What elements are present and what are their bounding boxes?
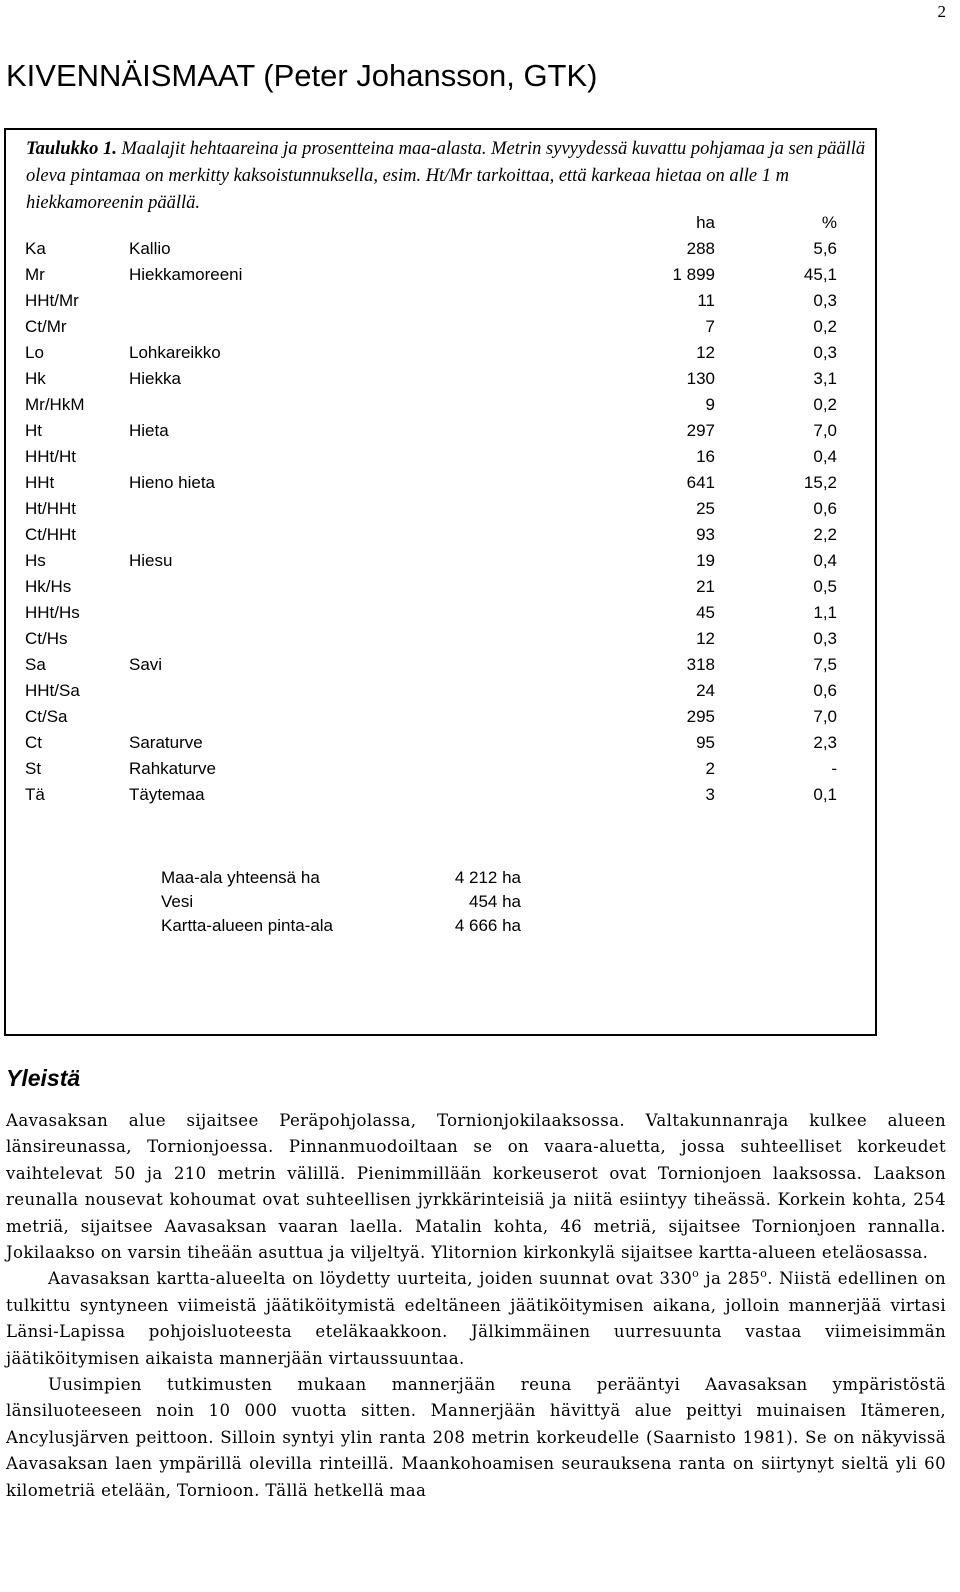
soil-code: Ct/Mr xyxy=(25,317,67,336)
header-percent: % xyxy=(821,213,837,232)
table-row xyxy=(25,236,837,262)
area-ha: 45 xyxy=(696,603,715,622)
total-label: Maa-ala yhteensä ha xyxy=(161,868,320,887)
paragraph-text: ja 285 xyxy=(699,1269,761,1289)
soil-name: Hiekkamoreeni xyxy=(129,265,243,284)
total-value: 4 666 ha xyxy=(454,916,521,935)
total-row xyxy=(161,890,521,914)
soil-name: Lohkareikko xyxy=(129,343,221,362)
area-ha: 297 xyxy=(686,421,715,440)
area-percent: 1,1 xyxy=(813,603,837,622)
paragraph xyxy=(6,1372,946,1504)
page-heading: KIVENNÄISMAAT (Peter Johansson, GTK) xyxy=(6,58,598,93)
area-ha: 288 xyxy=(686,239,715,258)
area-totals xyxy=(161,866,521,938)
area-ha: 9 xyxy=(705,395,715,414)
soil-code: Mr xyxy=(25,265,45,284)
area-percent: 0,3 xyxy=(813,291,837,310)
area-percent: 0,2 xyxy=(813,317,837,336)
area-ha: 93 xyxy=(696,525,715,544)
soil-code: Ht/HHt xyxy=(25,499,76,518)
soil-code: HHt/Sa xyxy=(25,681,80,700)
area-percent: 0,2 xyxy=(813,395,837,414)
area-percent: - xyxy=(831,759,837,778)
total-row xyxy=(161,866,521,890)
area-ha: 2 xyxy=(705,759,715,778)
page-number: 2 xyxy=(937,2,946,21)
area-ha: 21 xyxy=(696,577,715,596)
table-row xyxy=(25,652,837,678)
soil-name: Hieno hieta xyxy=(129,473,216,492)
soil-name: Savi xyxy=(129,655,163,674)
header-ha: ha xyxy=(696,213,715,232)
area-ha: 295 xyxy=(686,707,715,726)
soil-name: Rahkaturve xyxy=(129,759,216,778)
soil-code: Tä xyxy=(25,785,45,804)
area-ha: 318 xyxy=(686,655,715,674)
table-row xyxy=(25,496,837,522)
area-percent: 0,1 xyxy=(813,785,837,804)
soil-code: Mr/HkM xyxy=(25,395,85,414)
area-percent: 2,2 xyxy=(813,525,837,544)
table-row xyxy=(25,704,837,730)
area-ha: 641 xyxy=(686,473,715,492)
soil-code: Hk/Hs xyxy=(25,577,72,596)
table-row xyxy=(25,366,837,392)
soil-name: Täytemaa xyxy=(129,785,205,804)
table-row xyxy=(25,470,837,496)
area-percent: 0,3 xyxy=(813,629,837,648)
area-ha: 11 xyxy=(697,291,715,310)
area-ha: 95 xyxy=(696,733,715,752)
soil-code: HHt xyxy=(25,473,55,492)
table-row xyxy=(25,522,837,548)
area-percent: 2,3 xyxy=(813,733,837,752)
area-percent: 0,4 xyxy=(813,447,837,466)
total-label: Vesi xyxy=(161,892,194,911)
area-ha: 25 xyxy=(696,499,715,518)
paragraph xyxy=(6,1108,946,1266)
area-ha: 12 xyxy=(696,343,715,362)
total-row xyxy=(161,914,521,938)
paragraph-text: Uusimpien tutkimusten mukaan mannerjään reuna perääntyi Aavasaksan ympäristöstä länsiluoteeseen noin 10 000 vuotta sitten. Mannerjään hävittyä alue peittyi muinaisen Itämeren, Ancylusjärven peittoon. Silloin syntyi ylin ranta 208 metrin korkeudelle (Saarnisto 1981). Se on näkyvissä Aavasaksan laen ympärillä olevilla rinteillä. Maankohoamisen seurauksena ranta on siirtynyt sieltä yli 60 kilometriä etelään, Tornioon. Tällä hetkellä maa xyxy=(6,1375,946,1500)
table-frame xyxy=(4,128,877,1036)
table-row xyxy=(25,782,837,808)
table-row xyxy=(25,340,837,366)
table-row xyxy=(25,678,837,704)
area-percent: 7,0 xyxy=(813,421,837,440)
area-ha: 3 xyxy=(705,785,715,804)
soil-name: Hieta xyxy=(129,421,169,440)
section-title: Yleistä xyxy=(6,1065,81,1091)
soil-code: Hk xyxy=(25,369,46,388)
table-row xyxy=(25,626,837,652)
soil-name: Kallio xyxy=(129,239,171,258)
area-percent: 0,4 xyxy=(813,551,837,570)
paragraph-text: Aavasaksan kartta-alueelta on löydetty uurteita, joiden suunnat ovat 330 xyxy=(48,1269,693,1289)
soil-code: Ct/Hs xyxy=(25,629,68,648)
table-row xyxy=(25,314,837,340)
soil-name: Hiesu xyxy=(129,551,173,570)
degree-mark: o xyxy=(692,1267,700,1281)
area-ha: 130 xyxy=(686,369,715,388)
paragraph xyxy=(6,1266,946,1372)
area-percent: 5,6 xyxy=(813,239,837,258)
table-caption-label: Taulukko 1. xyxy=(26,139,117,159)
paragraph-text: Aavasaksan alue sijaitsee Peräpohjolassa, Tornionjokilaaksossa. Valtakunnanraja kulkee alueen länsireunassa, Tornionjoessa. Pinnanmuodoiltaan se on vaara-aluetta, jossa suhteelliset korkeudet vaihtelevat 50 ja 210 metrin välillä. Pienimmillään korkeuserot ovat Tornionjoen laaksossa. Laakson reunalla nousevat kohoumat ovat suhteellisen jyrkkärinteisiä ja niitä esiintyy tiheässä. Korkein kohta, 254 metriä, sijaitsee Aavasaksan vaaran laella. Matalin kohta, 46 metriä, sijaitsee Tornionjoen rannalla. Jokilaakso on varsin tiheään asuttua ja viljeltyä. Ylitornion kirkonkylä sijaitsee kartta-alueen eteläosassa. xyxy=(6,1111,946,1263)
table-row xyxy=(25,600,837,626)
body-text xyxy=(6,1108,946,1504)
table-row xyxy=(25,548,837,574)
area-percent: 0,6 xyxy=(813,681,837,700)
area-percent: 3,1 xyxy=(813,369,837,388)
table-caption xyxy=(26,136,876,217)
degree-mark: o xyxy=(760,1267,768,1281)
area-ha: 1 899 xyxy=(672,265,715,284)
table-header-row xyxy=(25,210,837,236)
soil-code: St xyxy=(25,759,42,778)
table-row xyxy=(25,444,837,470)
soil-code: HHt/Hs xyxy=(25,603,80,622)
soil-code: Ct/HHt xyxy=(25,525,76,544)
total-value: 4 212 ha xyxy=(454,868,521,887)
area-percent: 7,5 xyxy=(813,655,837,674)
soil-code: Ht xyxy=(25,421,42,440)
area-percent: 0,5 xyxy=(813,577,837,596)
table-row xyxy=(25,756,837,782)
soil-code: Sa xyxy=(25,655,46,674)
soil-code: Hs xyxy=(25,551,46,570)
soil-code: Ct xyxy=(25,733,42,752)
soil-table xyxy=(25,210,837,808)
table-caption-text: Maalajit hehtaareina ja prosentteina maa-alasta. Metrin syvyydessä kuvattu pohjamaa ja sen päällä oleva pintamaa on merkitty kaksoistunnuksella, esim. Ht/Mr tarkoittaa, että karkeaa hietaa on alle 1 m hiekkamoreenin päällä. xyxy=(26,139,866,213)
total-label: Kartta-alueen pinta-ala xyxy=(161,916,334,935)
area-percent: 7,0 xyxy=(813,707,837,726)
soil-code: Lo xyxy=(25,343,44,362)
table-row xyxy=(25,392,837,418)
paragraph-text: . Niistä edellinen on tulkittu syntyneen viimeistä jäätiköitymistä edeltäneen jäätiköitymisen aikana, jolloin mannerjää virtasi Länsi-Lapissa pohjoisluoteesta eteläkaakkoon. Jälkimmäinen uurresuunta vastaa viimeisimmän jäätiköitymisen aikaista mannerjään virtaussuuntaa. xyxy=(6,1269,946,1368)
soil-name: Saraturve xyxy=(129,733,203,752)
table-row xyxy=(25,574,837,600)
soil-code: HHt/Mr xyxy=(25,291,79,310)
area-ha: 12 xyxy=(696,629,715,648)
soil-name: Hiekka xyxy=(129,369,181,388)
area-ha: 24 xyxy=(696,681,715,700)
area-percent: 15,2 xyxy=(803,473,837,492)
area-percent: 45,1 xyxy=(803,265,837,284)
table-row xyxy=(25,262,837,288)
soil-code: Ka xyxy=(25,239,46,258)
area-ha: 16 xyxy=(696,447,715,466)
table-row xyxy=(25,418,837,444)
soil-code: Ct/Sa xyxy=(25,707,68,726)
soil-code: HHt/Ht xyxy=(25,447,76,466)
table-row xyxy=(25,730,837,756)
area-percent: 0,3 xyxy=(813,343,837,362)
area-percent: 0,6 xyxy=(813,499,837,518)
area-ha: 7 xyxy=(705,317,715,336)
table-row xyxy=(25,288,837,314)
total-value: 454 ha xyxy=(469,892,521,911)
area-ha: 19 xyxy=(696,551,715,570)
